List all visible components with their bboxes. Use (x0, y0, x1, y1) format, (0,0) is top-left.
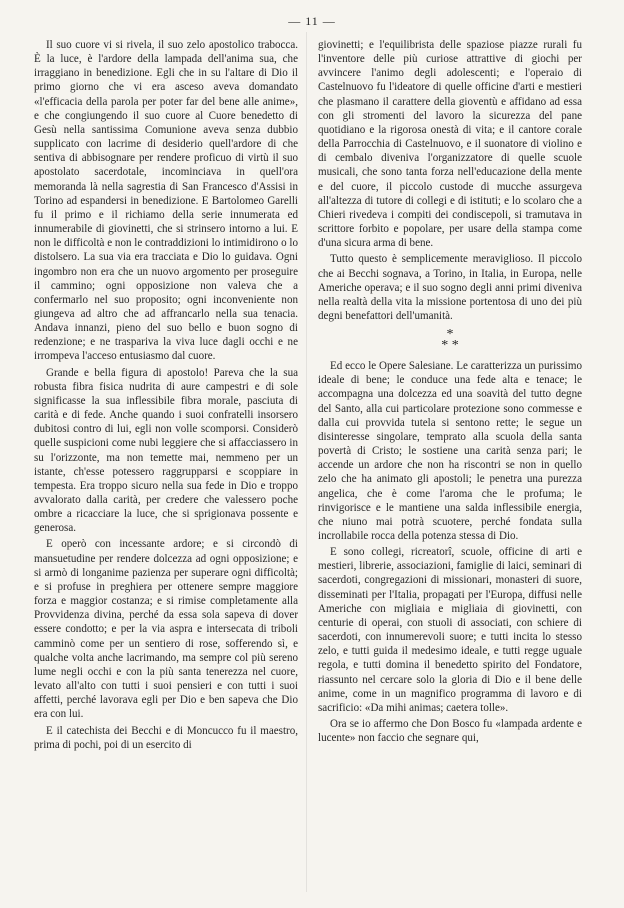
paragraph: Il suo cuore vi si rivela, il suo zelo apostolico trabocca. È la luce, è l'ardore della lampada dell'anima sua, che irraggiano in benedizione. Egli che in su l'altare di Dio il primo giorno che vi era asceso aveva domandato «l'efficacia della parola per poter far del bene alle anime», e che congiungendo il suo cuore al Cuore benedetto di Gesù nella santissima Comunione aveva senza dubbio supplicato con lacrime di desiderio quell'ardore di che sentiva di abbisognare per rendere proficuo di virtù il suo apostolato sacerdotale, incominciava in quell'ora memoranda là nella sagrestia di San Francesco d'Assisi in Torino ad espandersi in benedizione. E Bartolomeo Garelli fu il primo e il richiamo della serie innumerata ed innumerabile di giovinetti, che si strinsero intorno a lui. E non le difficoltà e non le contraddizioni lo intimidirono o lo distolsero. La sua via era tracciata e Dio lo guidava. Ogni ingombro non era che un nuovo argomento per proseguire il cammino; ogni opposizione non valeva che a confermarlo nel suo proposito; ogni inconveniente non giungeva ad altro che ad affrancarlo nella sua tenacia. Andava innanzi, pieno del suo bello e buon sogno di redenzione; e ne traspariva la viva luce dagli occhi e ne irrompeva l'acceso entusiasmo dal cuore. (34, 39, 298, 363)
paragraph: Grande e bella figura di apostolo! Pareva che la sua robusta fibra fisica nudrita di aure campestri e di sole significasse la sua inflessibile fibra morale, pasciuta di carità e di fede. Anche quando i suoi confratelli insorsero dubitosi contro di lui, egli non volle scomporsi. Considerò quelle suspicioni come nubi leggiere che si affacciassero in su l'orizzonte, ma non temette mai, nemmeno per un istante, ch'esse potessero raggrupparsi e scoppiare in tempesta. Era troppo sicuro nella sua fede in Dio e troppo avvalorato dalla carità, per credere che valessero poche ombre a ricacciare la luce, che si sprigionava possente e generosa. (34, 366, 298, 535)
column-divider (306, 32, 307, 892)
paragraph-continuation: giovinetti; e l'equilibrista delle spaziose piazze rurali fu l'inventore delle più curiose attrattive di giochi per avvincere l'animo degli adolescenti; e l'operaio di Castelnuovo fu l'ideatore di quelle officine d'arti e mestieri che plasmano il carattere della gioventù e affidano ad essa con gli stromenti del lavoro la sicurezza del pane quotidiano e la rigorosa onestà di vita; e il cantore corale della Parrocchia di Castelnuovo, e il suonatore di violino e di cembalo diveniva l'organizzatore di quelle scuole musicali, che sono tanta forza nell'educazione della mente e del cuore, il piccolo custode di mucche assurgeva all'altezza di tutore di collegi e di istituti; e lo scolaro che a Chieri rivedeva i compiti dei condiscepoli, si tramutava in scrittore forbito e popolare, per usare della stampa come d'una sicura arma di bene. (318, 39, 582, 250)
paragraph: Ora se io affermo che Don Bosco fu «lampada ardente e lucente» non faccio che segnare qui, (318, 718, 582, 745)
paragraph: E il catechista dei Becchi e di Moncucco fu il maestro, prima di pochi, poi di un esercito di (34, 724, 298, 751)
paragraph: Ed ecco le Opere Salesiane. Le caratterizza un purissimo ideale di bene; le conduce una fede alta e tenace; le accompagna una dolcezza ed una soavità del tutto degne del Santo, alla cui particolare protezione sono commesse e dalla cui provvida tutela si sentono rette; le segue un disinteresse singolare, temprato alla scuola della santa povertà di Cristo; le sostiene una carità senza pari; le accende un ardore che non ha riscontri se non in quello zelo che ha animato gli apostoli; le penetra una purezza angelica, che è come l'aroma che le profuma; le rinvigorisce e le mantiene una salda inflessibile energia, che niuno mai potrà scuotere, perché fondata sulla incrollabile rocca della potenza stessa di Dio. (318, 360, 582, 542)
section-separator (318, 327, 582, 354)
separator-asterisk-top: * (446, 327, 454, 343)
paragraph: Tutto questo è semplicemente meraviglioso. Il piccolo che ai Becchi sognava, a Torino, in Italia, in Europa, nelle Americhe operava; e il suo sogno degli anni primi diveniva nella realtà della vita la missione portentosa di uno dei più degni benefattori dell'umanità. (318, 253, 582, 322)
page-number: — 11 — (288, 14, 336, 28)
left-column (34, 38, 298, 752)
right-column (318, 38, 582, 745)
separator-asterisk-bottom: * * (441, 338, 459, 354)
paragraph: E sono collegi, ricreatorî, scuole, officine di arti e mestieri, librerie, associazioni, famiglie di laici, seminari di sacerdoti, congregazioni di missionari, monasteri di suore, disseminati per l'Italia, propagati per l'Europa, diffusi nelle Americhe con migliaia e migliaia di giovinetti, con centurie di operai, con stuoli di associati, con schiere di sacerdoti, con innumerevoli suore; e tutti incita lo stesso zelo, e tutti guida il medesimo ideale, e tutti regge uguale regola, e tutti domina il benedetto spirito del Fondatore, riassunto nel cercare solo la gloria di Dio e il bene delle anime, come in un magnifico programma di lavoro e di sacrificio: «Da mihi animas; caetera tolle». (318, 546, 582, 714)
paragraph: E operò con incessante ardore; e si circondò di mansuetudine per rendere dolcezza ad ogni opposizione; e si armò di longanime pazienza per superare ogni difficoltà; e si profuse in preghiera per ottenere sempre maggiore forza e maggior costanza; e si rimise completamente alla Provvidenza divina, perché da essa sola sapeva di dover essere condotto; e per la via aspra e intersecata di triboli camminò come per un sentiero di rose, sofferendo sì, e qualche volta anche lacrimando, ma sempre col più sereno lume negli occhi e con la più santa tenerezza nel cuore, levato all'alto con tutti i suoi pensieri e con tutti i suoi affetti, perché lavorava egli per Dio e ben sapeva che Dio era con lui. (34, 538, 298, 721)
